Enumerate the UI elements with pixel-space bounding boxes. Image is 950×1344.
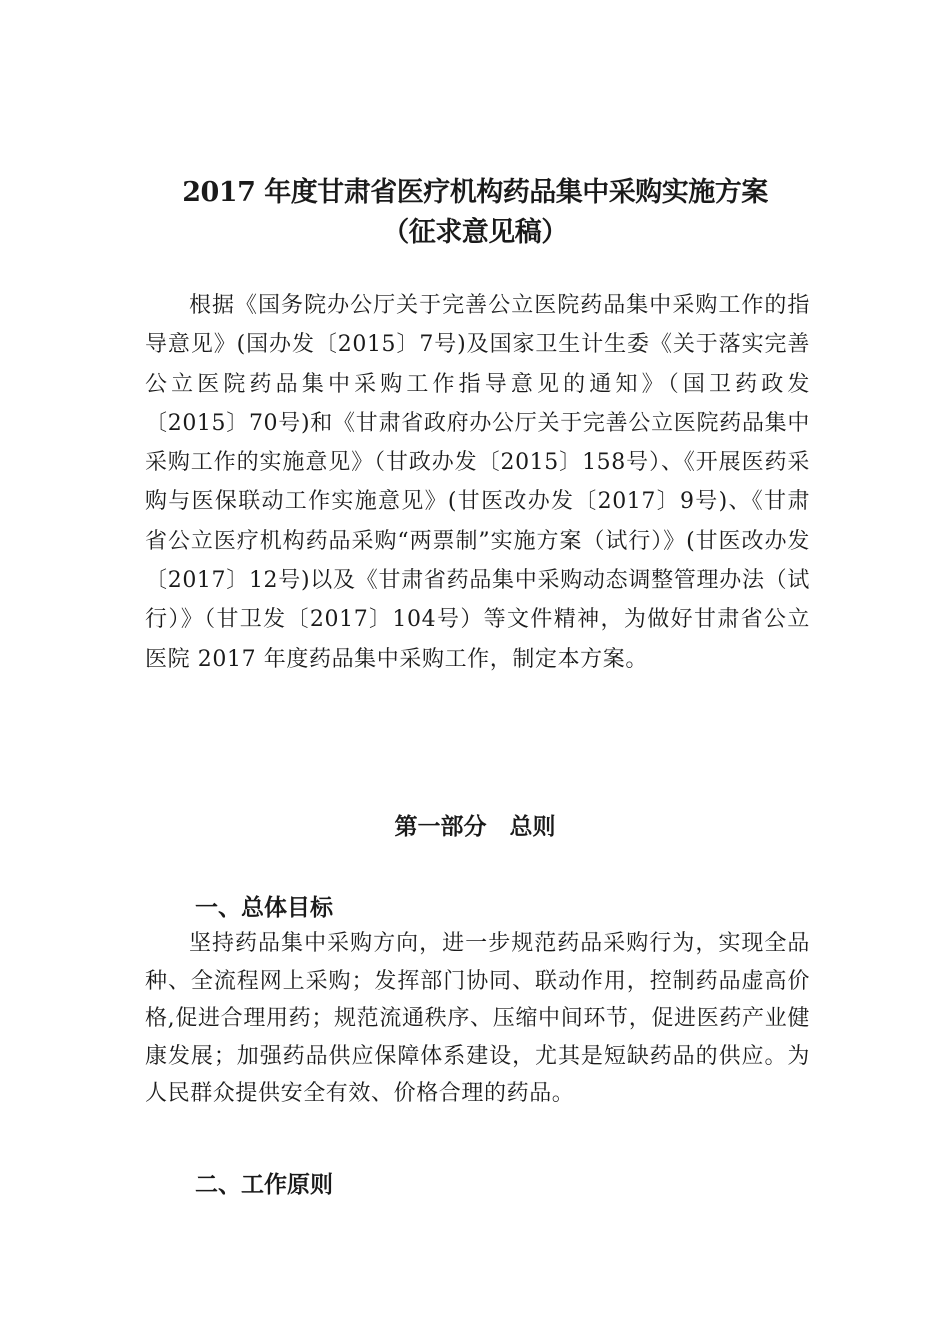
part-heading: 第一部分 总则 — [394, 814, 556, 840]
section-heading-overall-goal: 一、总体目标 — [195, 895, 333, 921]
section-heading-work-principles: 二、工作原则 — [195, 1172, 333, 1198]
document-title: 2017 年度甘肃省医疗机构药品集中采购实施方案 — [182, 177, 768, 208]
document-subtitle: （征求意见稿） — [382, 217, 568, 248]
overall-goal-paragraph: 坚持药品集中采购方向，进一步规范药品采购行为，实现全品种、全流程网上采购；发挥部门协同、联动作用，控制药品虚高价格,促进合理用药；规范流通秩序、压缩中间环节，促进医药产业健康发展；加强药品供应保障体系建设，尤其是短缺药品的供应。为人民群众提供安全有效、价格合理的药品。 — [145, 931, 810, 1106]
intro-paragraph: 根据《国务院办公厅关于完善公立医院药品集中采购工作的指导意见》(国办发〔2015〕7号)及国家卫生计生委《关于落实完善公立医院药品集中采购工作指导意见的通知》（国卫药政发〔2015〕70号)和《甘肃省政府办公厅关于完善公立医院药品集中采购工作的实施意见》（甘政办发〔2015〕158号）、《开展医药采购与医保联动工作实施意见》(甘医改办发〔2017〕9号)、《甘肃省公立医疗机构药品采购“两票制”实施方案（试行）》(甘医改办发〔2017〕12号)以及《甘肃省药品集中采购动态调整管理办法（试行）》（甘卫发〔2017〕104号）等文件精神，为做好甘肃省公立医院 2017 年度药品集中采购工作，制定本方案。 — [145, 293, 810, 672]
